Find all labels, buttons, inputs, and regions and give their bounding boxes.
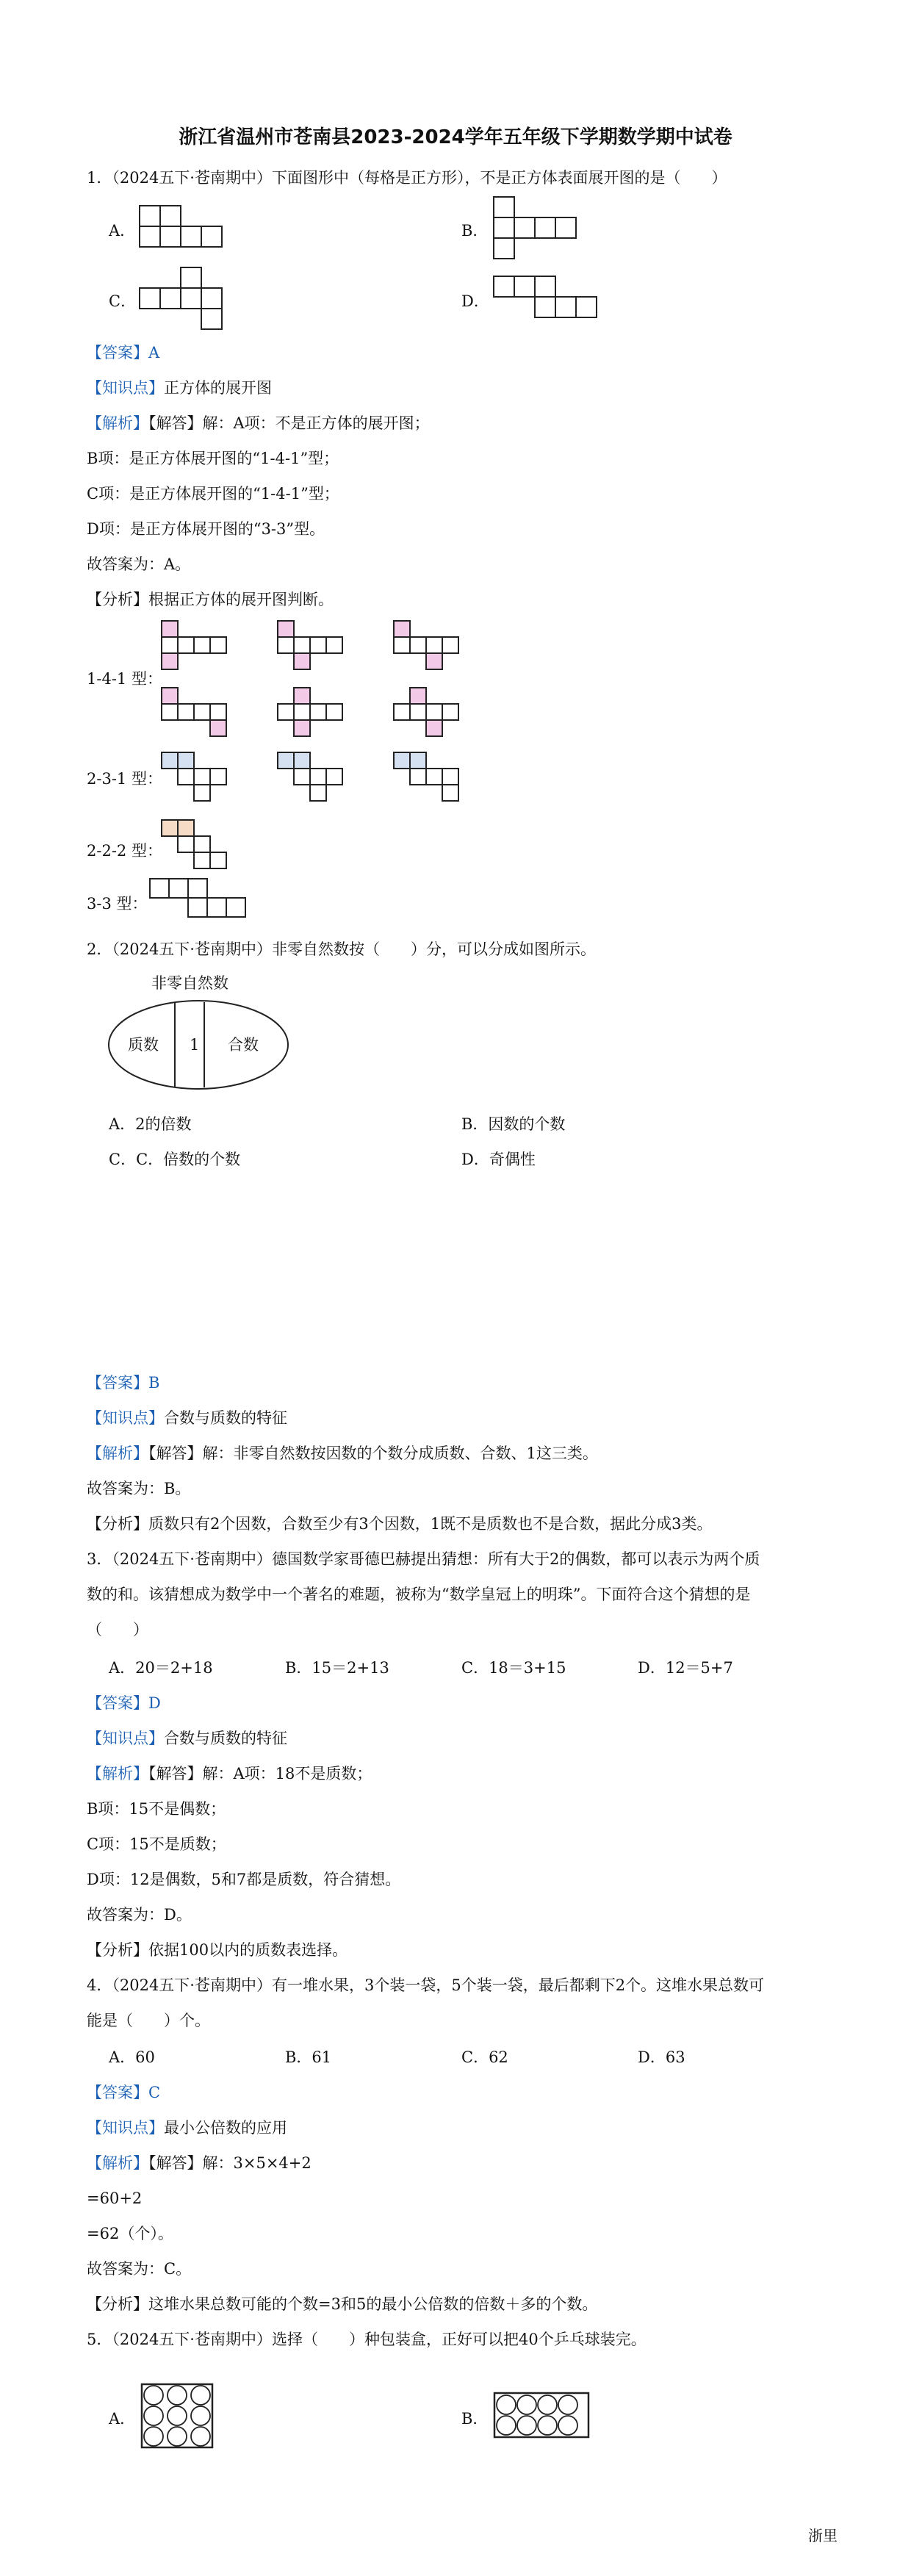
- q1-option-d-label[interactable]: D．: [461, 292, 489, 310]
- q4-knowledge-row: [87, 2118, 287, 2138]
- q1-analysis-tag: 【解析】: [87, 414, 148, 432]
- q4-analysis-line: 【解答】解：3×5×4+2: [148, 2154, 312, 2172]
- diagram-mid-label: 1: [190, 1036, 200, 1054]
- q5-option-a-label[interactable]: A．: [109, 2410, 136, 2428]
- q2-analysis-line: 故答案为：B。: [87, 1480, 191, 1497]
- net-141-row2: [162, 688, 478, 739]
- q4-option-d[interactable]: D．63: [638, 2048, 685, 2066]
- q4-knowledge: 最小公倍数的应用: [164, 2119, 287, 2137]
- q1-option-b-label[interactable]: B．: [461, 222, 489, 240]
- q1-analysis-row: [87, 413, 430, 433]
- q3-knowledge: 合数与质数的特征: [164, 1730, 287, 1747]
- q1-answer: 【答案】A: [87, 344, 160, 361]
- question-3-stem-line: 数的和。该猜想成为数学中一个著名的难题，被称为“数学皇冠上的明珠”。下面符合这个猜想的是: [87, 1586, 751, 1603]
- q4-analysis-tag: 【解析】: [87, 2154, 148, 2172]
- q4-fenxi: 【分析】这堆水果总数可能的个数=3和5的最小公倍数的倍数＋多的个数。: [87, 2295, 598, 2313]
- q1-knowledge-tag: 【知识点】: [87, 379, 164, 397]
- page-title: 浙江省温州市苍南县2023-2024学年五年级下学期数学期中试卷: [179, 126, 732, 148]
- q1-option-c-label[interactable]: C．: [109, 292, 137, 310]
- question-4-stem-line: 4．（2024五下·苍南期中）有一堆水果，3个装一袋，5个装一袋，最后都剩下2个。这堆水果总数可: [87, 1976, 765, 1994]
- net-type-3-3-label: 3-3 型：: [87, 895, 148, 913]
- diagram-top-label: 非零自然数: [151, 974, 228, 992]
- q1-option-a-net[interactable]: [140, 206, 228, 253]
- q3-option-c[interactable]: C．18＝3+15: [461, 1659, 566, 1677]
- q1-fenxi: 【分析】根据正方体的展开图判断。: [87, 591, 334, 608]
- q3-analysis-line: 【解答】解：A项：18不是质数；: [148, 1765, 372, 1782]
- question-5-stem: 5．（2024五下·苍南期中）选择（ ）种包装盒，正好可以把40个乒乓球装完。: [87, 2331, 647, 2348]
- q4-analysis-line: =60+2: [87, 2190, 143, 2207]
- q1-analysis-line: 故答案为：A。: [87, 555, 191, 573]
- question-3-stem-line: 3．（2024五下·苍南期中）德国数学家哥德巴赫提出猜想：所有大于2的偶数，都可以表示为两个质: [87, 1550, 760, 1568]
- q3-analysis-line: D项：12是偶数，5和7都是质数，符合猜想。: [87, 1871, 401, 1888]
- q1-option-a-label[interactable]: A．: [109, 222, 136, 240]
- question-3-stem-line: （ ）: [87, 1621, 148, 1638]
- q3-analysis-line: C项：15不是质数；: [87, 1835, 226, 1853]
- diagram-left-label: 质数: [128, 1036, 159, 1054]
- q2-option-b[interactable]: B．因数的个数: [461, 1115, 566, 1133]
- q5-option-b-label[interactable]: B．: [461, 2410, 489, 2428]
- q4-knowledge-tag: 【知识点】: [87, 2119, 164, 2137]
- q3-knowledge-tag: 【知识点】: [87, 1730, 164, 1747]
- q2-knowledge-tag: 【知识点】: [87, 1409, 164, 1427]
- q2-fenxi: 【分析】质数只有2个因数，合数至少有3个因数，1既不是质数也不是合数，据此分成3类。: [87, 1515, 713, 1533]
- q3-analysis-row: [87, 1763, 372, 1784]
- q2-analysis-line: 【解答】解：非零自然数按因数的个数分成质数、合数、1这三类。: [148, 1444, 598, 1462]
- q2-option-a[interactable]: A．2的倍数: [109, 1115, 192, 1133]
- q5-option-b-box[interactable]: [494, 2392, 592, 2439]
- diagram-right-label: 合数: [228, 1036, 259, 1054]
- q2-option-d[interactable]: D．奇偶性: [461, 1151, 536, 1168]
- net-141-row1: [162, 621, 478, 672]
- q5-option-a-box[interactable]: [141, 2383, 215, 2450]
- q2-knowledge-row: [87, 1408, 287, 1428]
- net-222: [162, 820, 250, 879]
- q2-analysis-row: [87, 1443, 598, 1464]
- q2-answer: 【答案】B: [87, 1374, 160, 1392]
- q2-analysis-tag: 【解析】: [87, 1444, 148, 1462]
- q4-option-c[interactable]: C．62: [461, 2048, 508, 2066]
- q3-analysis-line: B项：15不是偶数；: [87, 1800, 226, 1818]
- q4-answer: 【答案】C: [87, 2084, 161, 2101]
- q4-analysis-line: =62（个）。: [87, 2225, 173, 2242]
- q1-option-b-net[interactable]: [494, 197, 582, 263]
- question-2-stem: 2．（2024五下·苍南期中）非零自然数按（ ）分，可以分成如图所示。: [87, 940, 596, 958]
- q1-knowledge: 正方体的展开图: [164, 379, 272, 397]
- q3-option-d[interactable]: D．12＝5+7: [638, 1659, 733, 1677]
- q3-analysis-line: 故答案为：D。: [87, 1906, 192, 1924]
- q3-option-a[interactable]: A．20＝2+18: [109, 1659, 213, 1677]
- net-33: [150, 879, 267, 920]
- q1-analysis-line: B项：是正方体展开图的“1-4-1”型；: [87, 450, 339, 467]
- page-footer: 浙里: [808, 2527, 838, 2544]
- q4-analysis-line: 故答案为：C。: [87, 2260, 192, 2278]
- net-231-row: [162, 752, 478, 804]
- q3-knowledge-row: [87, 1728, 287, 1749]
- q1-option-c-net[interactable]: [140, 267, 228, 334]
- q3-answer: 【答案】D: [87, 1694, 161, 1712]
- q4-option-a[interactable]: A．60: [109, 2048, 155, 2066]
- q1-analysis-line: 【解答】解：A项：不是正方体的展开图；: [148, 414, 430, 432]
- q3-fenxi: 【分析】依据100以内的质数表选择。: [87, 1941, 348, 1959]
- q1-knowledge-row: [87, 378, 272, 398]
- net-type-1-4-1-label: 1-4-1 型：: [87, 670, 162, 688]
- q1-option-d-net[interactable]: [494, 276, 626, 323]
- q3-option-b[interactable]: B．15＝2+13: [285, 1659, 389, 1677]
- q3-analysis-tag: 【解析】: [87, 1765, 148, 1782]
- q4-option-b[interactable]: B．61: [285, 2048, 332, 2066]
- q1-analysis-line: C项：是正方体展开图的“1-4-1”型；: [87, 485, 339, 503]
- net-type-2-2-2-label: 2-2-2 型：: [87, 842, 162, 860]
- q1-analysis-line: D项：是正方体展开图的“3-3”型。: [87, 520, 325, 538]
- q2-option-c[interactable]: C．C．倍数的个数: [109, 1151, 241, 1168]
- question-1-stem: 1．（2024五下·苍南期中）下面图形中（每格是正方形），不是正方体表面展开图的是（ ）: [87, 169, 727, 187]
- net-type-2-3-1-label: 2-3-1 型：: [87, 770, 162, 788]
- question-4-stem-line: 能是（ ）个。: [87, 2012, 210, 2029]
- q4-analysis-row: [87, 2153, 312, 2173]
- q2-knowledge: 合数与质数的特征: [164, 1409, 287, 1427]
